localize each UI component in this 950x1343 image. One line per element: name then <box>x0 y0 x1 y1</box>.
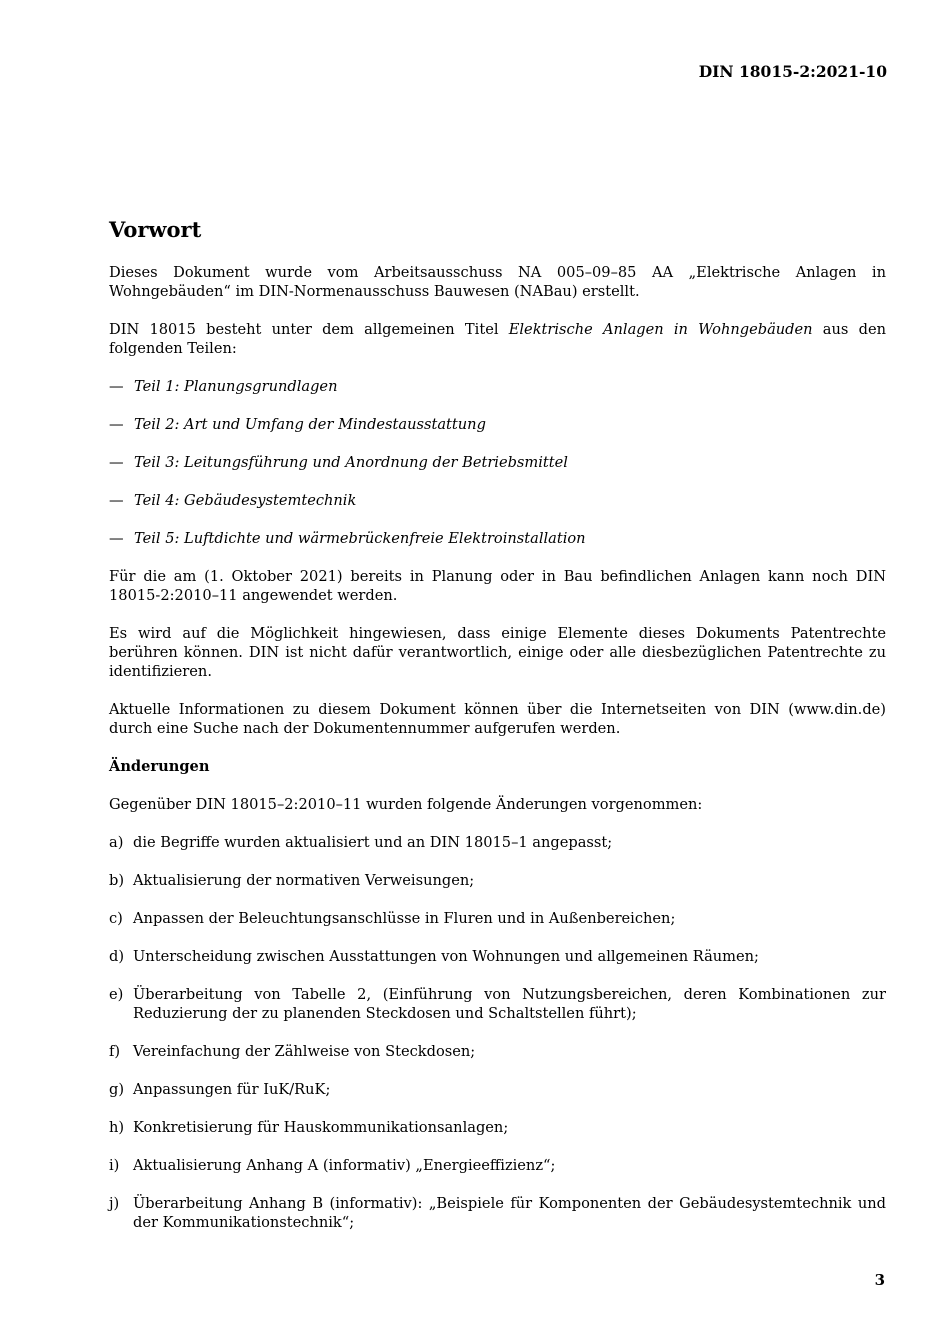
intro-p2-before: DIN 18015 besteht unter dem allgemeinen Titel <box>109 321 509 338</box>
change-marker: h) <box>109 1119 125 1136</box>
change-text: Anpassen der Beleuchtungsanschlüsse in Fluren und in Außenbereichen; <box>133 910 676 927</box>
dash-marker: — <box>109 530 124 547</box>
dash-marker: — <box>109 454 124 471</box>
page-content <box>109 216 886 1251</box>
part-label: Teil 2: Art und Umfang der Mindestausstattung <box>134 416 486 433</box>
part-list-item <box>109 453 886 472</box>
change-marker: e) <box>109 986 124 1003</box>
change-marker: i) <box>109 1157 120 1174</box>
part-list-item <box>109 377 886 396</box>
intro-p2-title: Elektrische Anlagen in Wohngebäuden <box>508 321 813 338</box>
change-item <box>109 1194 886 1232</box>
change-marker: b) <box>109 872 125 889</box>
change-text: die Begriffe wurden aktualisiert und an DIN 18015–1 angepasst; <box>133 834 613 851</box>
dash-marker: — <box>109 492 124 509</box>
change-item <box>109 871 886 890</box>
change-text: Anpassungen für IuK/RuK; <box>133 1081 331 1098</box>
change-item <box>109 1118 886 1137</box>
change-text: Überarbeitung von Tabelle 2, (Einführung von Nutzungsbereichen, deren Kombinationen zur Reduzierung der zu planenden Steckdosen und Schaltstellen führt); <box>133 986 886 1022</box>
part-list-item <box>109 529 886 548</box>
dash-marker: — <box>109 378 124 395</box>
info-paragraph: Aktuelle Informationen zu diesem Dokument können über die Internetseiten von DIN (www.din.de) durch eine Suche nach der Dokumentennummer aufgerufen werden. <box>109 701 886 737</box>
change-marker: c) <box>109 910 123 927</box>
change-text: Konkretisierung für Hauskommunikationsanlagen; <box>133 1119 509 1136</box>
section-title: Vorwort <box>109 217 202 242</box>
change-text: Aktualisierung der normativen Verweisungen; <box>133 872 475 889</box>
change-item <box>109 909 886 928</box>
intro-p2-after: aus den folgenden Teilen: <box>109 321 886 357</box>
page-number: 3 <box>874 1271 885 1289</box>
dash-marker: — <box>109 416 124 433</box>
change-text: Aktualisierung Anhang A (informativ) „Energieeffizienz“; <box>133 1157 556 1174</box>
intro-paragraph-2 <box>109 320 886 358</box>
change-item <box>109 833 886 852</box>
change-text: Überarbeitung Anhang B (informativ): „Beispiele für Komponenten der Gebäudesystemtechnik und der Kommunikationstechnik“; <box>133 1195 886 1231</box>
change-text: Unterscheidung zwischen Ausstattungen von Wohnungen und allgemeinen Räumen; <box>133 948 759 965</box>
part-list-item <box>109 415 886 434</box>
part-label: Teil 1: Planungsgrundlagen <box>134 378 338 395</box>
intro-paragraph-1: Dieses Dokument wurde vom Arbeitsausschuss NA 005–09–85 AA „Elektrische Anlagen in Wohngebäuden“ im DIN-Normenausschuss Bauwesen (NABau) erstellt. <box>109 264 886 300</box>
change-marker: g) <box>109 1081 125 1098</box>
change-item <box>109 1080 886 1099</box>
changes-heading: Änderungen <box>109 758 210 775</box>
part-label: Teil 5: Luftdichte und wärmebrückenfreie Elektroinstallation <box>134 530 586 547</box>
part-list-item <box>109 491 886 510</box>
change-item <box>109 947 886 966</box>
change-marker: a) <box>109 834 124 851</box>
transition-paragraph: Für die am (1. Oktober 2021) bereits in Planung oder in Bau befindlichen Anlagen kann noch DIN 18015-2:2010–11 angewendet werden. <box>109 568 886 604</box>
patent-paragraph: Es wird auf die Möglichkeit hingewiesen, dass einige Elemente dieses Dokuments Patentrechte berühren können. DIN ist nicht dafür verantwortlich, einige oder alle diesbezüglichen Patentrechte zu identifizieren. <box>109 625 886 680</box>
change-item <box>109 1042 886 1061</box>
part-label: Teil 3: Leitungsführung und Anordnung der Betriebsmittel <box>134 454 568 471</box>
change-marker: j) <box>109 1195 120 1212</box>
change-item <box>109 1156 886 1175</box>
change-marker: d) <box>109 948 125 965</box>
change-marker: f) <box>109 1043 121 1060</box>
document-id: DIN 18015-2:2021-10 <box>698 62 887 81</box>
change-item <box>109 985 886 1023</box>
changes-intro: Gegenüber DIN 18015–2:2010–11 wurden folgende Änderungen vorgenommen: <box>109 796 703 813</box>
change-text: Vereinfachung der Zählweise von Steckdosen; <box>133 1043 476 1060</box>
part-label: Teil 4: Gebäudesystemtechnik <box>134 492 357 509</box>
